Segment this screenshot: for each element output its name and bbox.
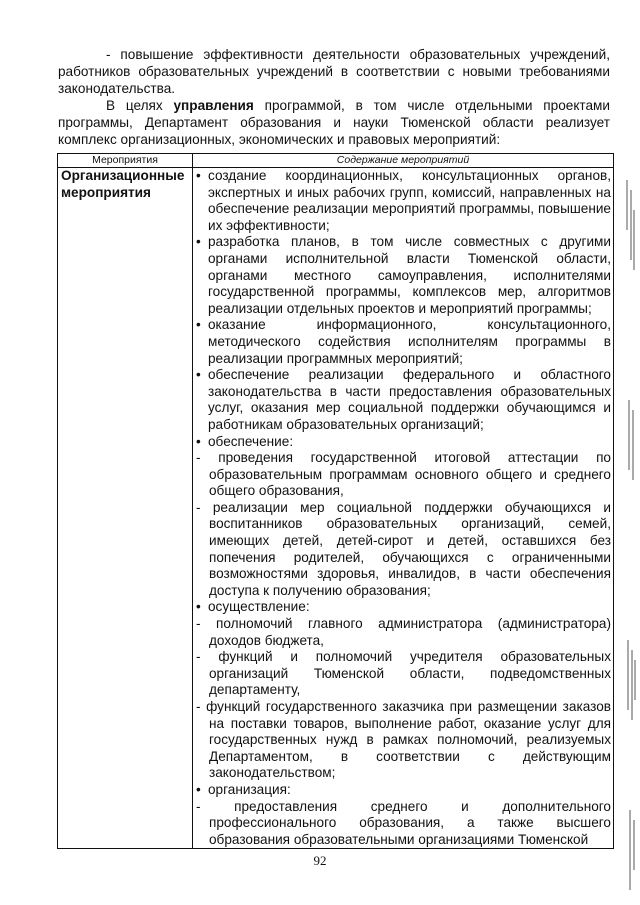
list-item <box>196 168 611 234</box>
intro-paragraph-2-rest: программой, в том числе отдельными проектами программы, Департамент образования и науки Тюменской области реализует комплекс организационных, экономических и правовых мероприятий: <box>58 98 610 147</box>
scan-margin-marks <box>624 170 638 900</box>
list-item <box>196 500 611 600</box>
dash-marker: - <box>196 616 201 632</box>
header-content: Содержание мероприятий <box>193 154 614 168</box>
page-number: 92 <box>313 853 327 868</box>
list-item-text: обеспечение: <box>208 433 294 449</box>
list-item <box>196 649 611 699</box>
list-item-text: предоставления среднего и дополнительного профессионального образования, а также высшего образования образовательными организациями Тюменской <box>209 798 611 847</box>
bullet-marker: • <box>196 168 201 183</box>
category-cell: Организационные мероприятия <box>58 168 193 849</box>
list-item-text: полномочий главного администратора (администратора) доходов бюджета, <box>209 616 611 648</box>
dash-marker: - <box>196 798 201 814</box>
intro-paragraph-1: - повышение эффективности деятельности образовательных учреждений, работников образовательных учреждений в соответствии с новыми требованиями законодательства. <box>58 47 610 96</box>
list-item <box>196 799 611 849</box>
list-item-text: реализации мер социальной поддержки обучающихся и воспитанников образовательных организаций, семей, имеющих детей, детей-сирот и детей, оставшихся без попечения родителей, обучающихся с ограниченными возможностями здоровья, инвалидов, в части обеспечения доступа к получению образования; <box>209 499 612 598</box>
bullet-marker: • <box>196 367 201 383</box>
list-item-text: организация: <box>208 781 291 797</box>
intro-paragraph-2-prefix: В целях <box>106 98 174 113</box>
bullet-marker: • <box>196 234 201 250</box>
list-item-text: проведения государственной итоговой аттестации по образовательным программам основного общего и среднего общего образования, <box>209 450 611 499</box>
list-item-text: оказание информационного, консультационного, методического содействия исполнителям программы в реализации программных мероприятий; <box>208 317 611 366</box>
list-item-text: осуществление: <box>208 599 310 615</box>
bullet-marker: • <box>196 781 201 797</box>
bullet-marker: • <box>196 317 201 333</box>
list-item-text: функций и полномочий учредителя образовательных организаций Тюменской области, подведомственных департаменту, <box>209 649 611 698</box>
intro-paragraph-2-bold: управления <box>173 98 254 113</box>
dash-marker: - <box>196 499 201 515</box>
dash-marker: - <box>196 699 201 714</box>
dash-marker: - <box>196 450 201 466</box>
list-item <box>196 782 611 799</box>
bullet-marker: • <box>196 599 201 615</box>
list-item <box>196 234 611 317</box>
list-item-text: разработка планов, в том числе совместных с другими органами исполнительной власти Тюменской области, органами местного самоуправления, исполнителями государственной программы, комплексов мер, алгоритмов реализации отдельных проектов и мероприятий программы; <box>208 234 611 316</box>
table-header-row <box>58 154 614 168</box>
list-item <box>196 699 611 782</box>
list-item-text: создание координационных, консультационных органов, экспертных и иных рабочих групп, комиссий, направленных на обеспечение реализации мероприятий программы, повышение их эффективности; <box>208 168 611 233</box>
list-item <box>196 317 611 367</box>
bullet-marker: • <box>196 433 201 449</box>
list-item <box>196 434 611 451</box>
table-row <box>58 168 614 849</box>
content-cell <box>193 168 614 849</box>
list-item <box>196 616 611 649</box>
intro-paragraph-2 <box>58 98 610 148</box>
list-item <box>196 367 611 433</box>
list-item <box>196 450 611 500</box>
events-table <box>57 153 614 849</box>
dash-marker: - <box>196 649 201 665</box>
content-list <box>196 168 611 848</box>
list-item-text: обеспечение реализации федерального и областного законодательства в части предоставления образовательных услуг, оказания мер социальной поддержки обучающимся и работникам образовательных организаций; <box>208 367 611 432</box>
list-item-text: функций государственного заказчика при размещении заказов на поставки товаров, выполнение работ, оказание услуг для государственных нужд в рамках полномочий, реализуемых Департаментом, в соответствии с действующим законодательством; <box>206 699 611 781</box>
header-events: Мероприятия <box>58 154 193 168</box>
list-item <box>196 599 611 616</box>
